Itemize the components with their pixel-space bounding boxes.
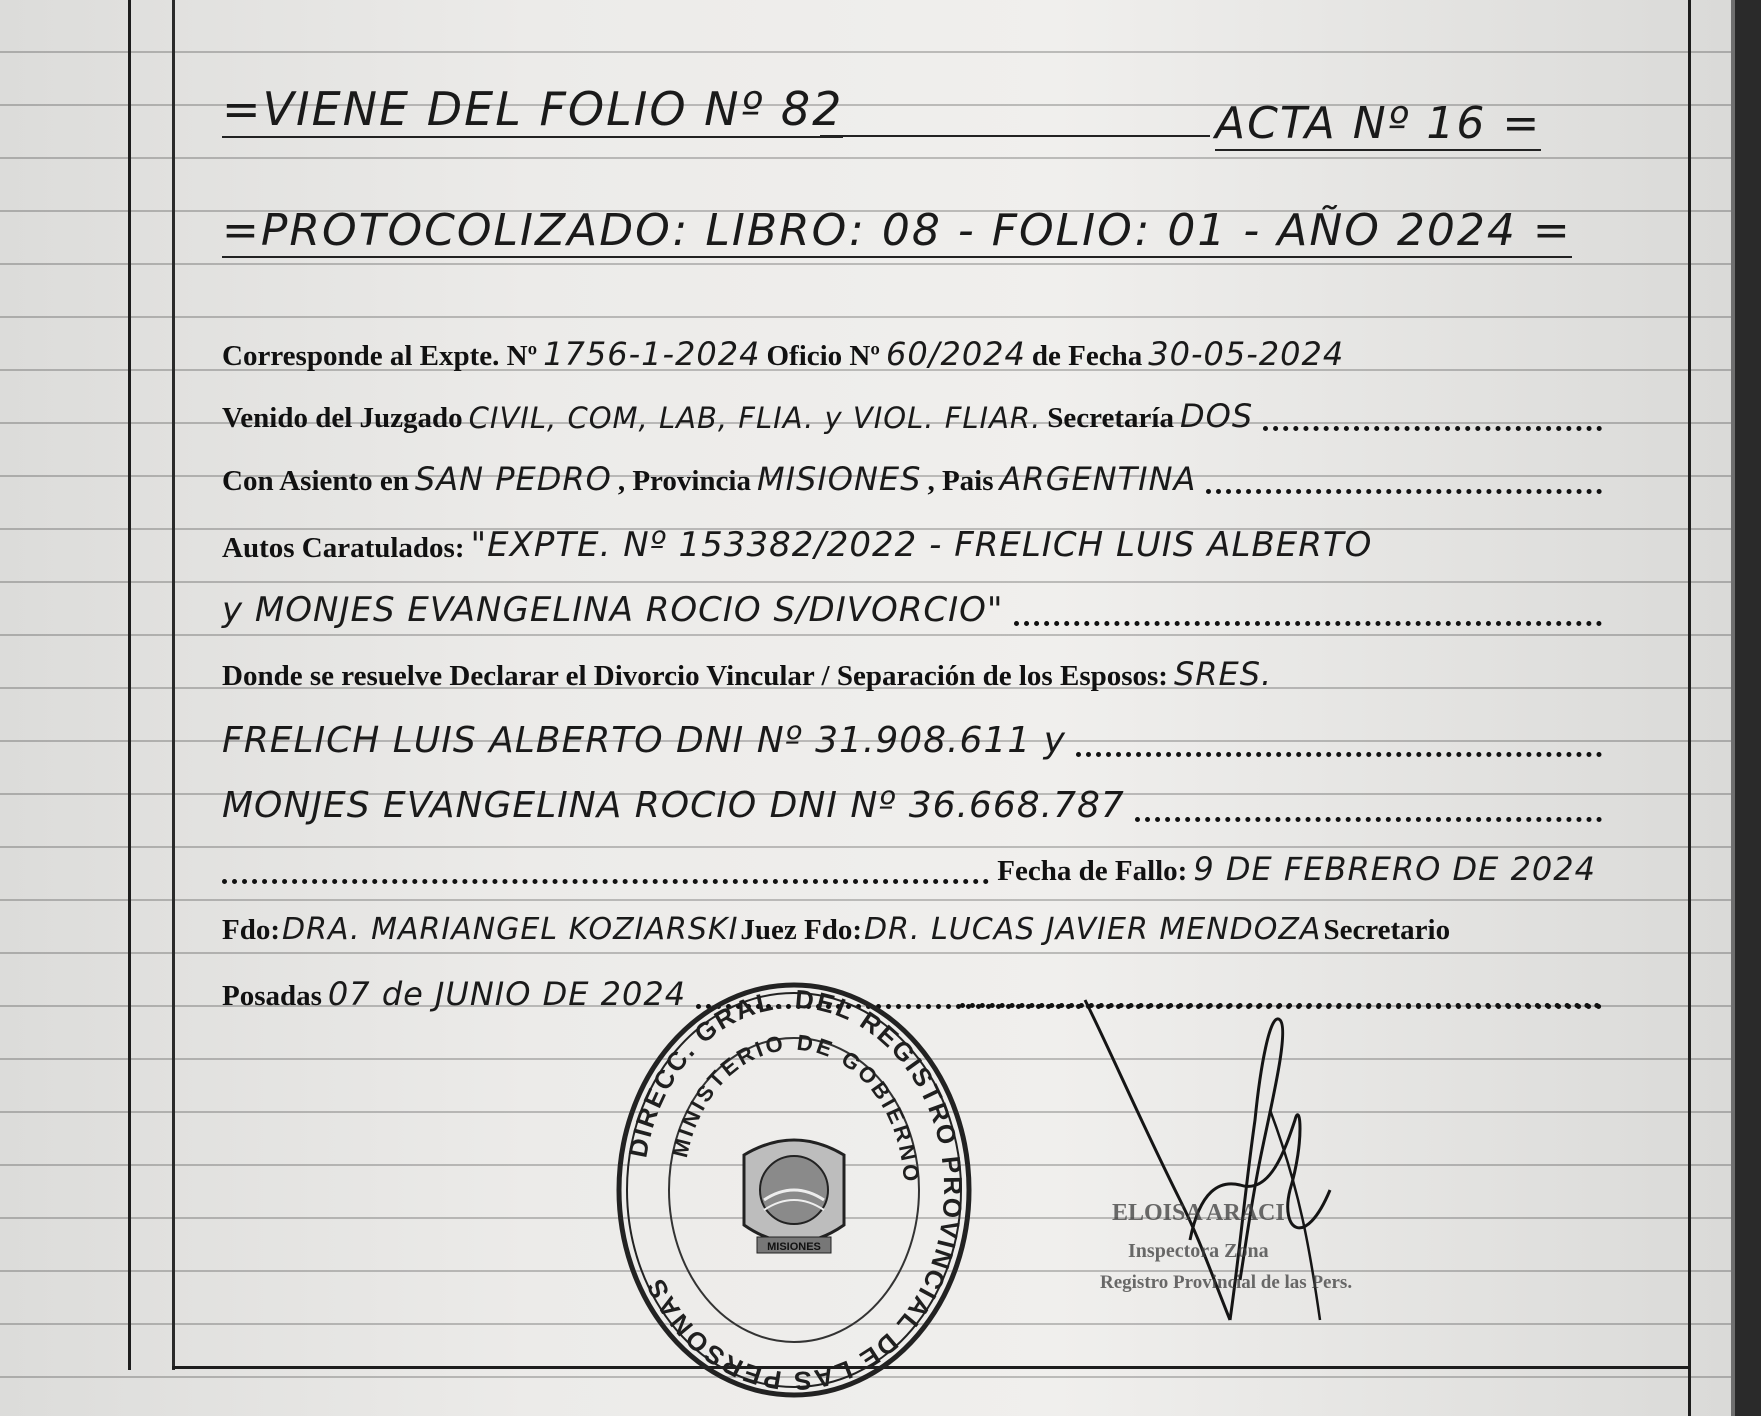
value-posadas-fecha: 07 de JUNIO DE 2024	[327, 975, 687, 1013]
row-autos-cont	[222, 590, 1602, 630]
dotted-leader	[1014, 621, 1602, 626]
label-juez-fdo: Juez Fdo:	[740, 914, 863, 946]
value-autos-line2: y MONJES EVANGELINA ROCIO S/DIVORCIO"	[222, 590, 1004, 630]
row-fallo	[222, 850, 1602, 888]
label-fdo: Fdo:	[222, 914, 280, 946]
row-autos	[222, 525, 1622, 565]
stamp-office: Registro Provincial de las Pers.	[1100, 1272, 1353, 1293]
dotted-leader	[1076, 752, 1602, 757]
inner-margin-rule	[172, 0, 175, 1370]
provincial-emblem	[744, 1140, 844, 1253]
label-fallo: Fecha de Fallo:	[997, 855, 1188, 887]
left-margin-rule	[128, 0, 131, 1370]
stamp-name: ELOISA ARACI	[1112, 1200, 1285, 1226]
label-asiento: Con Asiento en	[222, 465, 409, 497]
label-oficio: Oficio Nº	[766, 340, 880, 372]
label-posadas: Posadas	[222, 980, 322, 1012]
row-firmas	[222, 912, 1622, 947]
row-juzgado	[222, 397, 1602, 435]
official-seal	[612, 975, 977, 1405]
right-margin-rule	[1688, 0, 1691, 1416]
label-juzgado: Venido del Juzgado	[222, 402, 463, 434]
label-pais: , Pais	[927, 465, 994, 497]
row-esposa	[222, 785, 1602, 826]
label-expte: Corresponde al Expte. Nº	[222, 340, 538, 372]
label-fecha: de Fecha	[1031, 340, 1143, 372]
value-juez: DRA. MARIANGEL KOZIARSKI	[282, 912, 739, 947]
row-esposo	[222, 720, 1602, 761]
dotted-leader	[222, 879, 989, 884]
value-secretario: DR. LUCAS JAVIER MENDOZA	[864, 912, 1322, 947]
label-autos: Autos Caratulados:	[222, 532, 465, 564]
value-juzgado: CIVIL, COM, LAB, FLIA. y VIOL. FLIAR.	[468, 401, 1042, 435]
viene-del-folio: =VIENE DEL FOLIO Nº 82	[222, 82, 844, 136]
value-provincia: MISIONES	[757, 460, 922, 498]
value-fecha: 30-05-2024	[1148, 335, 1345, 373]
value-expte: 1756-1-2024	[543, 335, 761, 373]
stamp-title: Inspectora Zona	[1128, 1240, 1269, 1262]
value-esposa: MONJES EVANGELINA ROCIO DNI Nº 36.668.787	[222, 785, 1125, 826]
value-oficio: 60/2024	[885, 335, 1026, 373]
seal-inner-text: MINISTERIO DE GOBIERNO	[667, 1029, 925, 1186]
dotted-leader	[1263, 426, 1602, 431]
value-fallo: 9 DE FEBRERO DE 2024	[1193, 850, 1596, 888]
page-edge	[1735, 0, 1761, 1416]
value-pais: ARGENTINA	[999, 460, 1197, 498]
label-secretario: Secretario	[1323, 914, 1451, 946]
row-asiento	[222, 460, 1602, 498]
value-asiento: SAN PEDRO	[414, 460, 612, 498]
header-line-connector	[820, 135, 1210, 137]
emblem-label: MISIONES	[767, 1241, 821, 1253]
value-sres: SRES.	[1173, 655, 1273, 693]
dotted-leader	[1206, 489, 1602, 494]
row-resuelve	[222, 655, 1602, 693]
protocolizado-line: =PROTOCOLIZADO: LIBRO: 08 - FOLIO: 01 - AÑO 2024 =	[222, 205, 1572, 256]
label-resuelve: Donde se resuelve Declarar el Divorcio Vincular / Separación de los Esposos:	[222, 660, 1168, 692]
value-esposo: FRELICH LUIS ALBERTO DNI Nº 31.908.611 y	[222, 720, 1066, 761]
value-secretaria: DOS	[1179, 397, 1254, 435]
seal-outer-text: DIRECC. GRAL. DEL REGISTRO PROVINCIAL DE LAS PERSONAS	[622, 983, 969, 1397]
row-expediente	[222, 335, 1622, 373]
acta-number: ACTA Nº 16 =	[1215, 98, 1542, 149]
label-secretaria: Secretaría	[1047, 402, 1174, 434]
value-autos-line1: "EXPTE. Nº 153382/2022 - FRELICH LUIS ALBERTO	[470, 525, 1373, 565]
handwritten-signature	[1070, 990, 1400, 1350]
label-provincia: , Provincia	[617, 465, 751, 497]
dotted-leader	[1135, 817, 1602, 822]
